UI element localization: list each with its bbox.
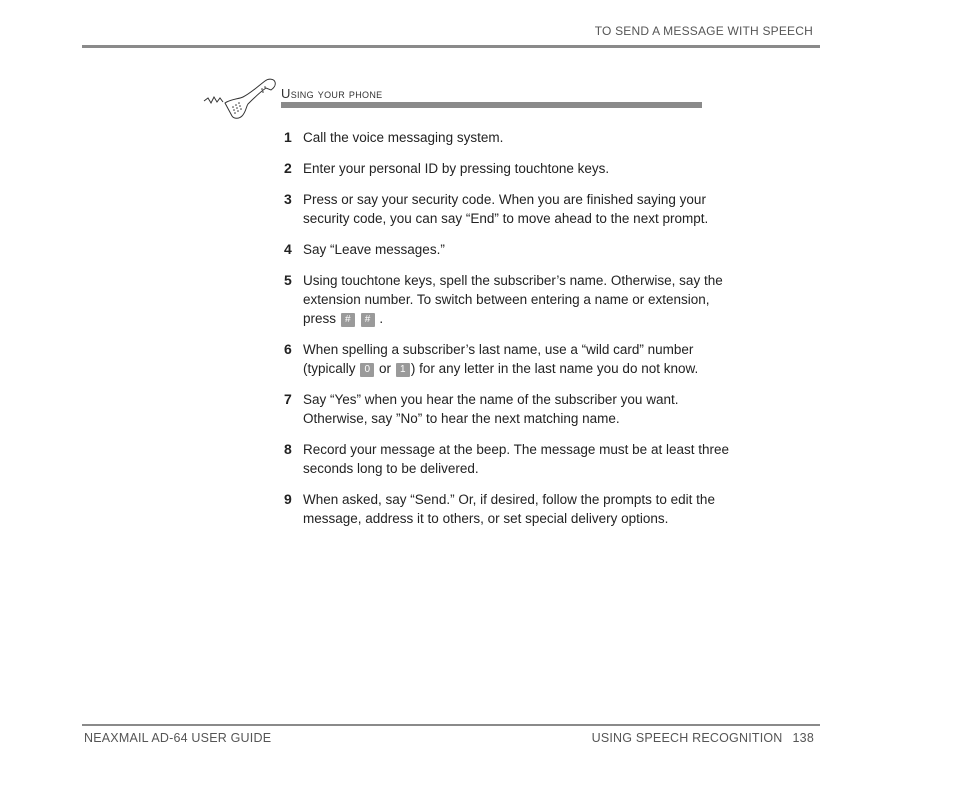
section-rule [281,102,702,108]
steps-list [284,128,734,540]
list-item [284,490,734,528]
step-text: Call the voice messaging system. [303,130,504,145]
list-item [284,340,734,378]
step-text: Enter your personal ID by pressing touchtone keys. [303,161,610,176]
section-title: Using your phone [281,86,383,101]
step-number: 7 [284,391,292,407]
step-text: Press or say your security code. When you are finished saying your security code, you can say “End” to move ahead to the next prompt. [303,192,709,226]
header-rule [82,45,820,48]
running-header: TO SEND A MESSAGE WITH SPEECH [594,24,813,38]
step-number: 4 [284,241,292,257]
step-text: When asked, say “Send.” Or, if desired, follow the prompts to edit the message, address it to others, or set special delivery options. [303,492,715,526]
step-text: Record your message at the beep. The message must be at least three seconds long to be delivered. [303,442,729,476]
one-key-icon: 1 [396,363,410,377]
footer-chapter-title: USING SPEECH RECOGNITION [591,731,783,745]
step-number: 8 [284,441,292,457]
page-number: 138 [792,731,814,745]
footer-rule [82,724,820,726]
step-text: Say “Leave messages.” [303,242,445,257]
zero-key-icon: 0 [360,363,374,377]
step-number: 5 [284,272,292,288]
step-text: . [379,311,384,326]
list-item [284,159,734,178]
pound-key-icon: # [361,313,375,327]
list-item [284,390,734,428]
step-number: 2 [284,160,292,176]
pound-key-icon: # [341,313,355,327]
step-text: Using touchtone keys, spell the subscriber’s name. Otherwise, say the extension number. To switch between entering a name or extension, press [303,273,723,326]
list-item [284,190,734,228]
step-number: 9 [284,491,292,507]
list-item [284,128,734,147]
footer-chapter [592,731,814,745]
list-item [284,271,734,328]
list-item [284,240,734,259]
telephone-handset-icon [203,77,277,119]
step-number: 6 [284,341,292,357]
list-item [284,440,734,478]
step-text: or [379,361,392,376]
step-text: ) for any letter in the last name you do not know. [410,361,699,376]
step-number: 3 [284,191,292,207]
step-text: Say “Yes” when you hear the name of the subscriber you want. Otherwise, say ”No” to hear the next matching name. [303,392,679,426]
footer-guide-title: NEAXMAIL AD-64 USER GUIDE [84,731,272,745]
step-text: When spelling a subscriber’s last name, use a “wild card” number (typically [303,342,694,376]
step-number: 1 [284,129,292,145]
